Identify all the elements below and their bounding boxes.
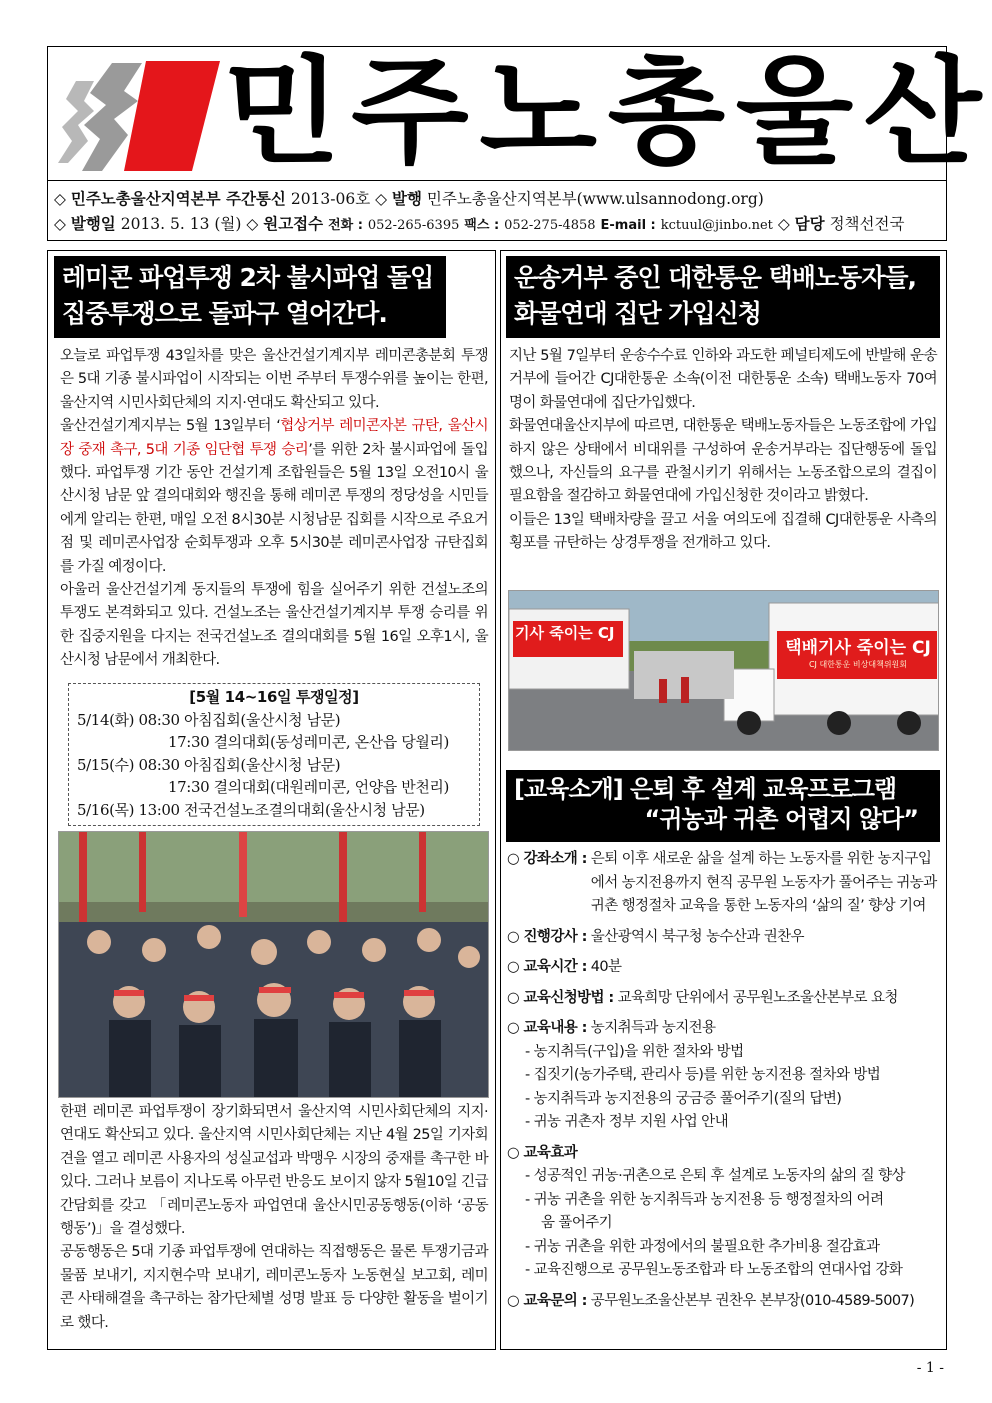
phone-label: 전화 : bbox=[328, 218, 363, 233]
edu-lecturer-label: ○ 진행강사 : bbox=[507, 928, 587, 945]
edu-headline-line-1: [교육소개] 은퇴 후 설계 교육프로그램 bbox=[514, 775, 897, 803]
left-para-2b: ’를 위한 2차 불시파업에 돌입했다. 파업투쟁 기간 동안 건설기계 조합원들은 5월 13일 오전10시 울산시청 남문 앞 결의대회와 행진을 통해 레미콘 투쟁의 정당성을 시민들에게 알리는 한편, 매일 오전 8시30분 시청남문 집회를 시작으로 주요거점 및 레미콘사업장 순회투쟁과 오후 5시30분 레미콘사업장 규탄집회를 가질 예정이다. bbox=[60, 441, 488, 575]
left-headline bbox=[54, 256, 446, 338]
fax: 052-275-4858 bbox=[504, 218, 596, 233]
edu-time-label: ○ 교육시간 : bbox=[507, 959, 587, 975]
photo-banner-2: 택배기사 죽이는 CJ bbox=[785, 638, 931, 658]
schedule-row-5: 5/16(목) 13:00 전국건설노조결의대회(울산시청 남문) bbox=[77, 800, 425, 819]
logo-box bbox=[48, 45, 992, 181]
edu-content-item: - 농지취득(구입)을 위한 절차와 방법 bbox=[525, 1043, 744, 1060]
schedule-title: [5월 14~16일 투쟁일정] bbox=[189, 688, 359, 706]
schedule-box bbox=[68, 683, 480, 826]
edu-content-label: ○ 교육내용 : bbox=[507, 1020, 587, 1036]
edu-headline bbox=[506, 770, 940, 842]
right-para-1: 지난 5월 7일부터 운송수수료 인하와 과도한 페널티제도에 반발해 운송거부에 들어간 CJ대한통운 소속(이전 대한통운 소속) 택배노동자 70여명이 화물연대에 집단가입했다. bbox=[509, 348, 937, 411]
schedule-row-3: 5/15(수) 08:30 아침집회(울산시청 남문) bbox=[77, 755, 341, 774]
edu-effect-item: - 귀농 귀촌을 위한 농지취득과 농지전용 등 행정절차의 어려 bbox=[525, 1191, 884, 1208]
schedule-row-4: 17:30 결의대회(대원레미콘, 언양읍 반천리) bbox=[168, 778, 449, 796]
edu-content-item: - 집짓기(농가주택, 관리사 등)를 위한 농지전용 절차와 방법 bbox=[525, 1067, 881, 1083]
issue-date: 2013. 5. 13 (월) bbox=[120, 215, 242, 233]
edu-effect-item: - 귀농 귀촌을 위한 과정에서의 불필요한 추가비용 절감효과 bbox=[525, 1238, 880, 1255]
right-headline-line-2: 화물연대 집단 가입신청 bbox=[514, 299, 761, 328]
edu-content-item: - 귀농 귀촌자 정부 지원 사업 안내 bbox=[525, 1114, 728, 1130]
edu-content bbox=[507, 1017, 939, 1041]
submit-label: 원고접수 bbox=[263, 215, 324, 233]
masthead-info-line-1: ◇ 민주노총울산지역본부 주간통신 2013-06호 ◇ 발행 민주노총울산지역본부(www.ulsannodong.org) bbox=[54, 190, 764, 208]
right-headline-line-1: 운송거부 중인 대한통운 택배노동자들, bbox=[514, 263, 917, 292]
edu-lecturer-text: 울산광역시 북구청 농수산과 권찬우 bbox=[590, 928, 804, 945]
left-headline-line-1: 레미콘 파업투쟁 2차 불시파업 돌입 bbox=[62, 263, 434, 292]
left-para-5: 공동행동은 5대 기종 파업투쟁에 연대하는 직접행동은 물론 투쟁기금과 물품 보내기, 지지현수막 보내기, 레미콘노동자 노동현실 보고회, 레미콘 사태해결을 촉구하는 참가단체별 성명 발표 등 다양한 활동을 벌이기로 했다. bbox=[60, 1244, 488, 1331]
charge: 정책선전국 bbox=[829, 215, 905, 233]
left-para-2a: 울산건설기계지부는 5월 13일부터 ‘ bbox=[60, 418, 281, 435]
left-para-2 bbox=[60, 415, 488, 579]
charge-label: 담당 bbox=[794, 215, 825, 233]
edu-time-text: 40분 bbox=[590, 959, 622, 975]
left-para-1: 오늘로 파업투쟁 43일차를 맞은 울산건설기계지부 레미콘총분회 투쟁은 5대 기종 불시파업이 시작되는 이번 주부터 투쟁수위를 높이는 한편, 울산지역 시민사회단체의 지지·연대도 확산되고 있다. bbox=[60, 348, 488, 411]
masthead-title: 민주노총울산 bbox=[223, 45, 992, 180]
schedule-row-2: 17:30 결의대회(동성레미콘, 온산읍 당월리) bbox=[168, 733, 449, 751]
left-para-2-highlight: 협상거부 레미콘자본 규탄, 울산시장 중재 촉구, 5대 기종 임단협 투쟁 승리 bbox=[60, 418, 488, 458]
left-para-4: 한편 레미콘 파업투쟁이 장기화되면서 울산지역 시민사회단체의 지지·연대도 확산되고 있다. 울산지역 시민사회단체는 지난 4월 25일 기자회견을 열고 레미콘 사용자의 성실교섭과 박맹우 시장의 중재를 촉구한 바 있다. 그러나 보름이 지나도록 아무런 반응도 보이지 않자 5월10일 긴급간담회를 갖고 「레미콘노동자 파업연대 울산시민공동행동(이하 ‘공동행동’)」을 결성했다. bbox=[60, 1104, 488, 1238]
edu-intro-label: ○ 강좌소개 : bbox=[507, 851, 587, 867]
left-article-top bbox=[60, 345, 488, 673]
edu-effect-item: 움 풀어주기 bbox=[541, 1215, 613, 1231]
rally-photo bbox=[58, 831, 489, 1098]
email: kctuul@jinbo.net bbox=[660, 218, 773, 233]
edu-contact bbox=[507, 1290, 939, 1314]
edu-headline-line-2: “귀농과 귀촌 어렵지 않다” bbox=[644, 805, 918, 833]
publisher-label: 발행 bbox=[392, 190, 422, 208]
edu-apply-text: 교육희망 단위에서 공무원노조울산본부로 요청 bbox=[617, 989, 898, 1006]
page-number: - 1 - bbox=[916, 1360, 944, 1376]
photo-banner-1: 기사 죽이는 CJ bbox=[515, 624, 615, 642]
right-article bbox=[509, 345, 937, 556]
edu-effect-item: - 성공적인 귀농·귀촌으로 은퇴 후 설계로 노동자의 삶의 질 향상 bbox=[525, 1168, 905, 1184]
edu-contact-text: 공무원노조울산본부 권찬우 본부장(010-4589-5007) bbox=[590, 1292, 915, 1309]
masthead-info-line-2: ◇ 발행일 2013. 5. 13 (월) ◇ 원고접수 전화 : 052-265-6395 팩스 : 052-275-4858 E-mail : kctuul@jinbo.net ◇ 담당 정책선전국 bbox=[54, 215, 905, 233]
edu-time bbox=[507, 956, 939, 980]
right-para-3: 이들은 13일 택배차량을 끌고 서울 여의도에 집결해 CJ대한통운 사측의 횡포를 규탄하는 상경투쟁을 전개하고 있다. bbox=[509, 511, 937, 552]
date-label: 발행일 bbox=[70, 215, 116, 233]
edu-intro bbox=[507, 848, 939, 919]
org-label: 민주노총울산지역본부 주간통신 bbox=[70, 190, 286, 208]
edu-lecturer bbox=[507, 926, 939, 950]
fax-label: 팩스 : bbox=[464, 218, 500, 233]
edu-details bbox=[507, 848, 939, 1313]
email-label: E-mail : bbox=[600, 218, 656, 233]
edu-effect-label: ○ 교육효과 bbox=[507, 1144, 578, 1161]
right-headline bbox=[506, 256, 940, 338]
edu-content-item: - 농지취득과 농지전용의 궁금증 풀어주기(질의 답변) bbox=[525, 1090, 842, 1107]
issue-number: 2013-06호 bbox=[290, 190, 371, 208]
truck-photo bbox=[508, 590, 939, 751]
edu-contact-label: ○ 교육문의 : bbox=[507, 1292, 587, 1309]
photo-banner-2-sub: CJ 대한통운 비상대책위원회 bbox=[808, 660, 908, 669]
edu-effect bbox=[507, 1142, 939, 1166]
right-para-2: 화물연대울산지부에 따르면, 대한통운 택배노동자들은 노동조합에 가입하지 않은 상태에서 비대위를 구성하여 운송거부라는 집단행동에 돌입했으나, 자신들의 요구를 관철시키기 위해서는 노동조합으로의 결집이 필요함을 절감하고 화물연대에 가입신청한 것이라고 밝혔다. bbox=[509, 418, 937, 505]
left-headline-line-2: 집중투쟁으로 돌파구 열어간다. bbox=[62, 299, 387, 328]
masthead bbox=[47, 45, 992, 241]
edu-intro-text: 은퇴 이후 새로운 삶을 설계 하는 노동자를 위한 농지구입에서 농지전용까지 현직 공무원 노동자가 풀어주는 귀농과 귀촌 행정절차 교육을 통한 노동자의 ‘삶의 질’ 향상 기여 bbox=[590, 851, 937, 914]
left-para-3: 아울러 울산건설기계 동지들의 투쟁에 힘을 실어주기 위한 건설노조의 투쟁도 본격화되고 있다. 건설노조는 울산건설기계지부 투쟁 승리를 위한 집중지원을 다지는 전국건설노조 결의대회를 5월 16일 오후1시, 울산시청 남문에서 개최한다. bbox=[60, 582, 488, 669]
kctu-logo-icon bbox=[54, 53, 224, 175]
edu-effect-item: - 교육진행으로 공무원노동조합과 타 노동조합의 연대사업 강화 bbox=[525, 1262, 903, 1278]
publisher: 민주노총울산지역본부(www.ulsannodong.org) bbox=[426, 190, 764, 208]
schedule-row-1: 5/14(화) 08:30 아침집회(울산시청 남문) bbox=[77, 710, 341, 729]
edu-apply-label: ○ 교육신청방법 : bbox=[507, 989, 614, 1006]
edu-content-text: 농지취득과 농지전용 bbox=[590, 1020, 716, 1036]
phone: 052-265-6395 bbox=[367, 218, 460, 233]
left-article-bottom bbox=[60, 1101, 488, 1335]
edu-apply bbox=[507, 987, 939, 1011]
